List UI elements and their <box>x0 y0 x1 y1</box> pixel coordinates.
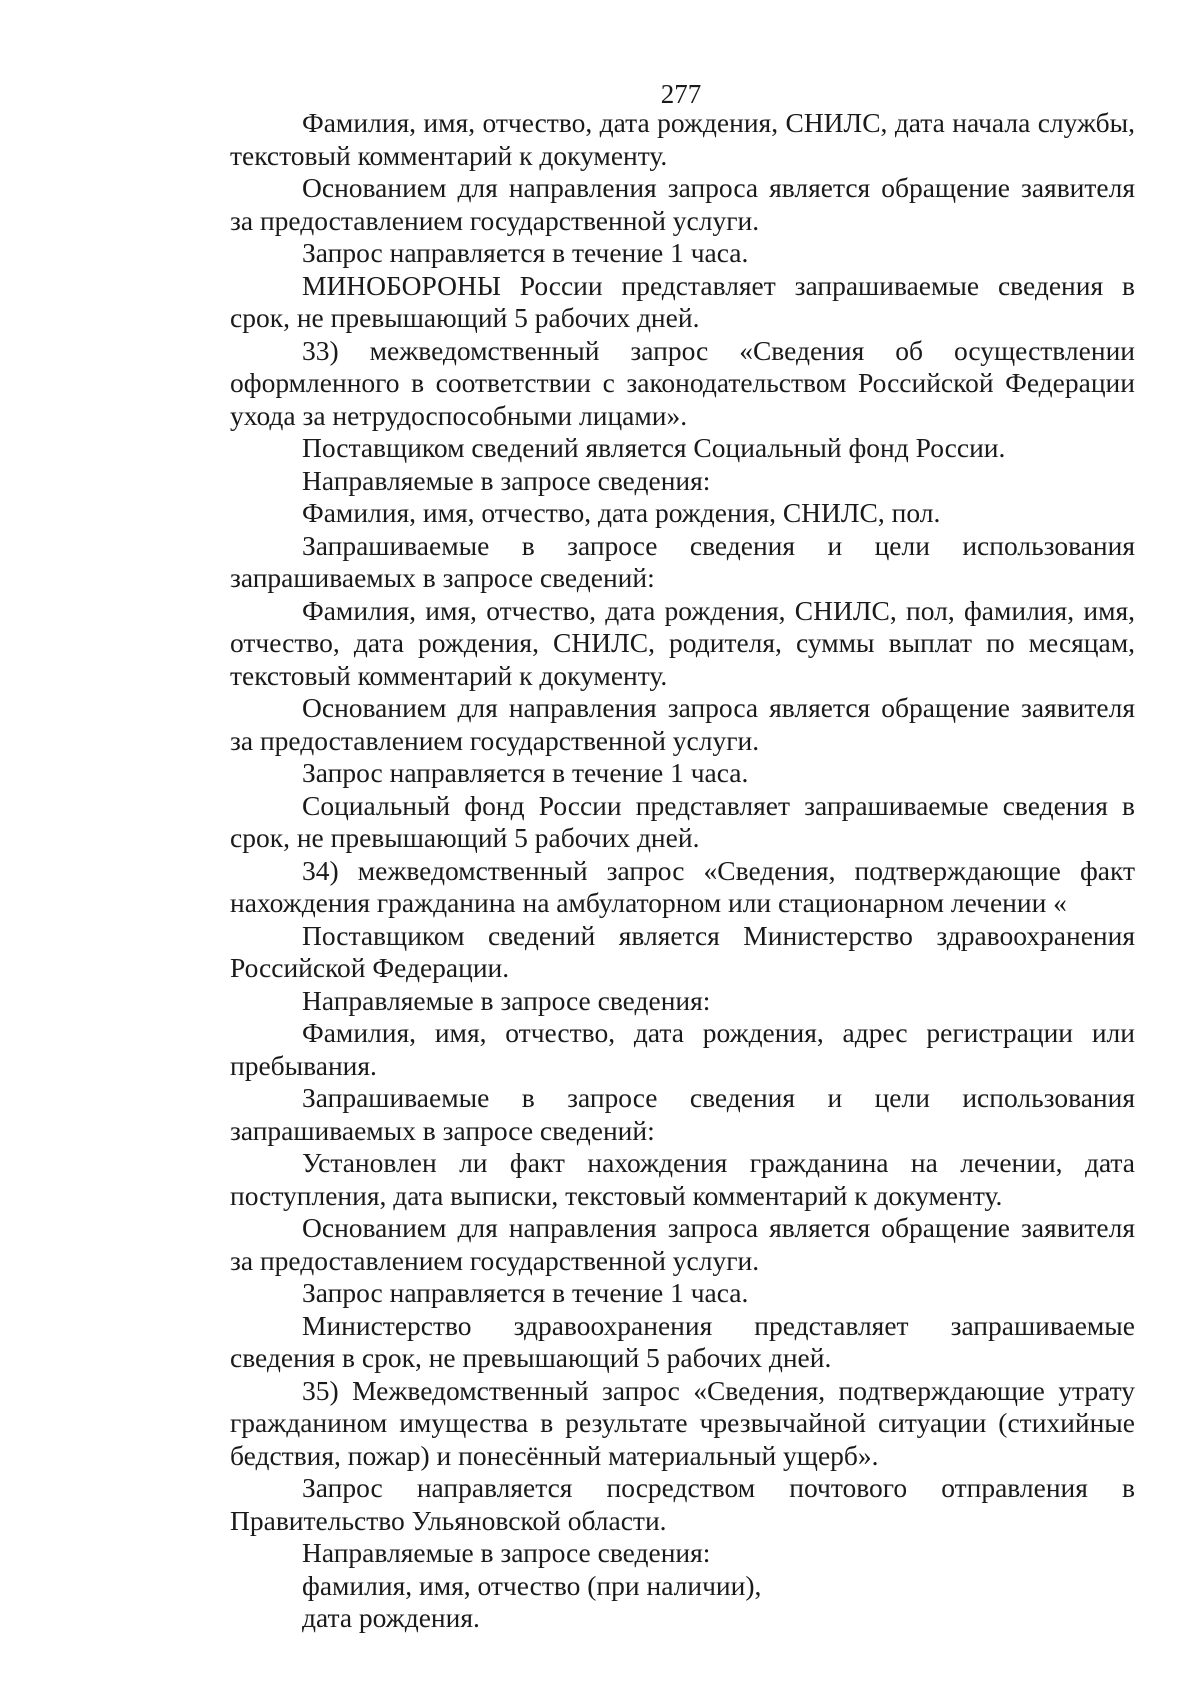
paragraph: Фамилия, имя, отчество, дата рождения, адрес регистрации или пребывания. <box>230 1017 1135 1081</box>
paragraph: Запрашиваемые в запросе сведения и цели использования запрашиваемых в запросе сведений: <box>230 1082 1135 1146</box>
paragraph: Запрос направляется в течение 1 часа. <box>302 757 749 788</box>
paragraph: Фамилия, имя, отчество, дата рождения, СНИЛС, пол. <box>302 497 941 528</box>
paragraph: МИНОБОРОНЫ России представляет запрашиваемые сведения в срок, не превышающий 5 рабочих дней. <box>230 269 1135 333</box>
paragraph: Запрос направляется в течение 1 часа. <box>302 237 749 268</box>
paragraph: дата рождения. <box>302 1602 480 1633</box>
paragraph: 34) межведомственный запрос «Сведения, подтверждающие факт нахождения гражданина на амбулаторном или стационарном лечении « <box>230 854 1135 918</box>
paragraph: Поставщиком сведений является Министерство здравоохранения Российской Федерации. <box>230 919 1135 983</box>
paragraph: Министерство здравоохранения представляет запрашиваемые сведения в срок, не превышающий 5 рабочих дней. <box>230 1309 1135 1373</box>
paragraph: Запрашиваемые в запросе сведения и цели использования запрашиваемых в запросе сведений: <box>230 529 1135 593</box>
paragraph: Направляемые в запросе сведения: <box>302 984 711 1016</box>
paragraph: Поставщиком сведений является Социальный фонд России. <box>302 432 1006 463</box>
paragraph: Основанием для направления запроса является обращение заявителя за предоставлением государственной услуги. <box>230 1212 1135 1276</box>
paragraph: Направляемые в запросе сведения: <box>302 464 711 496</box>
paragraph: Установлен ли факт нахождения гражданина на лечении, дата поступления, дата выписки, текстовый комментарий к документу. <box>230 1147 1135 1211</box>
paragraph: Запрос направляется в течение 1 часа. <box>302 1277 749 1308</box>
paragraph: Фамилия, имя, отчество, дата рождения, СНИЛС, дата начала службы, текстовый комментарий к документу. <box>230 107 1135 171</box>
document-body <box>230 107 1135 1635</box>
paragraph: Направляемые в запросе сведения: <box>302 1537 711 1568</box>
paragraph: 35) Межведомственный запрос «Сведения, подтверждающие утрату гражданином имущества в результате чрезвычайной ситуации (стихийные бедствия, пожар) и понесённый материальный ущерб». <box>230 1374 1135 1471</box>
paragraph: Основанием для направления запроса является обращение заявителя за предоставлением государственной услуги. <box>230 692 1135 756</box>
paragraph: Социальный фонд России представляет запрашиваемые сведения в срок, не превышающий 5 рабочих дней. <box>230 789 1135 853</box>
page-number: 277 <box>660 79 702 109</box>
paragraph: Фамилия, имя, отчество, дата рождения, СНИЛС, пол, фамилия, имя, отчество, дата рождения, СНИЛС, родителя, суммы выплат по месяцам, текстовый комментарий к документу. <box>230 594 1135 691</box>
paragraph: Запрос направляется посредством почтового отправления в Правительство Ульяновской области. <box>230 1472 1135 1536</box>
paragraph: фамилия, имя, отчество (при наличии), <box>302 1569 762 1601</box>
paragraph: Основанием для направления запроса является обращение заявителя за предоставлением государственной услуги. <box>230 172 1135 236</box>
paragraph: 33) межведомственный запрос «Сведения об осуществлении оформленного в соответствии с законодательством Российской Федерации ухода за нетрудоспособными лицами». <box>230 334 1135 431</box>
